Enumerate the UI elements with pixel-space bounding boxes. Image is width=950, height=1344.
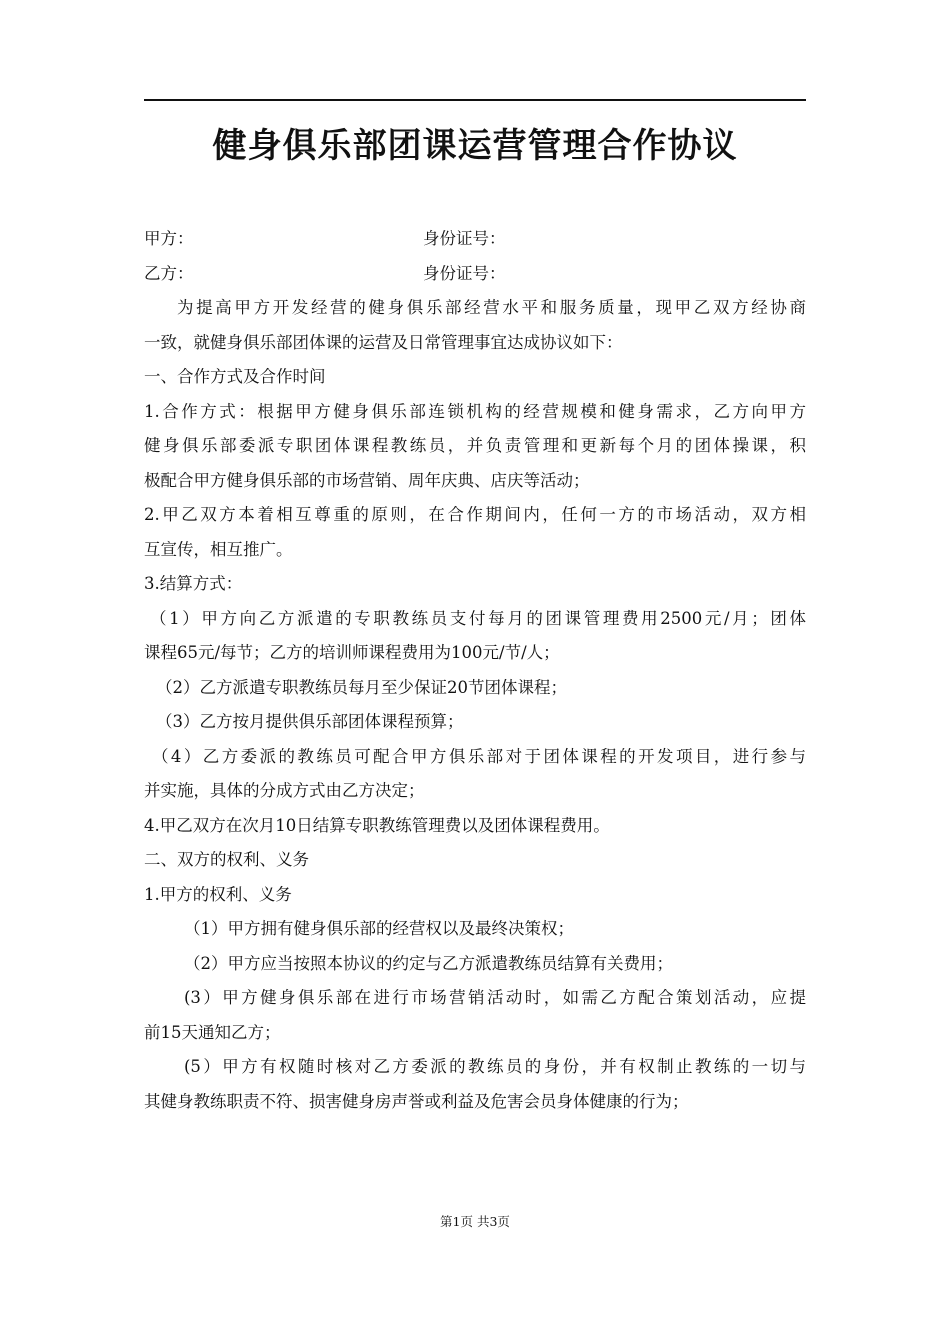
party-a-label: 甲方：	[144, 229, 194, 248]
document-title: 健身俱乐部团课运营管理合作协议	[212, 126, 738, 166]
subsection-heading: 1.甲方的权利、义务	[144, 884, 292, 904]
paragraph-line: 1.合作方式：根据甲方健身俱乐部连锁机构的经营规模和健身需求，乙方向甲方	[144, 401, 806, 421]
list-item-continuation: 其健身教练职责不符、损害健身房声誉或利益及危害会员身体健康的行为；	[144, 1091, 689, 1111]
paragraph-line: 健身俱乐部委派专职团体课程教练员，并负责管理和更新每个月的团体操课，积	[144, 436, 806, 455]
list-item: （2）乙方派遣专职教练员每月至少保证20节团体课程；	[156, 677, 567, 697]
list-item: （4）乙方委派的教练员可配合甲方俱乐部对于团体课程的开发项目，进行参与	[152, 746, 806, 766]
list-item-continuation: 前15天通知乙方；	[144, 1022, 281, 1042]
header-rule	[144, 99, 806, 101]
list-item: （1）甲方拥有健身俱乐部的经营权以及最终决策权；	[184, 919, 574, 938]
party-b-label: 乙方：	[144, 263, 194, 283]
page-footer: 第1页 共3页	[440, 1214, 510, 1229]
paragraph-line: 极配合甲方健身俱乐部的市场营销、周年庆典、店庆等活动；	[144, 470, 590, 490]
list-item-continuation: 课程65元/每节；乙方的培训师课程费用为100元/节/人；	[144, 643, 560, 662]
list-item: （3）乙方按月提供俱乐部团体课程预算；	[156, 712, 464, 731]
party-a-row	[144, 222, 806, 257]
paragraph-line: 为提高甲方开发经营的健身俱乐部经营水平和服务质量，现甲乙双方经协商	[177, 298, 806, 317]
party-b-row	[144, 257, 806, 292]
section-heading: 二、双方的权利、义务	[144, 850, 309, 869]
section-heading: 一、合作方式及合作时间	[144, 367, 326, 386]
list-item: （1）甲方向乙方派遣的专职教练员支付每月的团课管理费用2500元/月；团体	[150, 608, 806, 628]
subsection-heading: 3.结算方式：	[144, 574, 243, 593]
paragraph-line: 2.甲乙双方本着相互尊重的原则，在合作期间内，任何一方的市场活动，双方相	[144, 505, 806, 524]
party-b-id-label: 身份证号：	[423, 263, 506, 283]
party-a-id-label: 身份证号：	[423, 229, 506, 248]
document-body	[144, 222, 806, 1119]
paragraph-line: 一致，就健身俱乐部团体课的运营及日常管理事宜达成协议如下：	[144, 332, 623, 352]
list-item: (3）甲方健身俱乐部在进行市场营销活动时，如需乙方配合策划活动，应提	[184, 988, 806, 1007]
paragraph-line: 互宣传，相互推广。	[144, 539, 293, 559]
list-item: (5）甲方有权随时核对乙方委派的教练员的身份，并有权制止教练的一切与	[184, 1057, 806, 1076]
list-item: （2）甲方应当按照本协议的约定与乙方派遣教练员结算有关费用；	[184, 953, 673, 973]
paragraph-line: 4.甲乙双方在次月10日结算专职教练管理费以及团体课程费用。	[144, 815, 610, 835]
list-item-continuation: 并实施，具体的分成方式由乙方决定；	[144, 781, 425, 800]
